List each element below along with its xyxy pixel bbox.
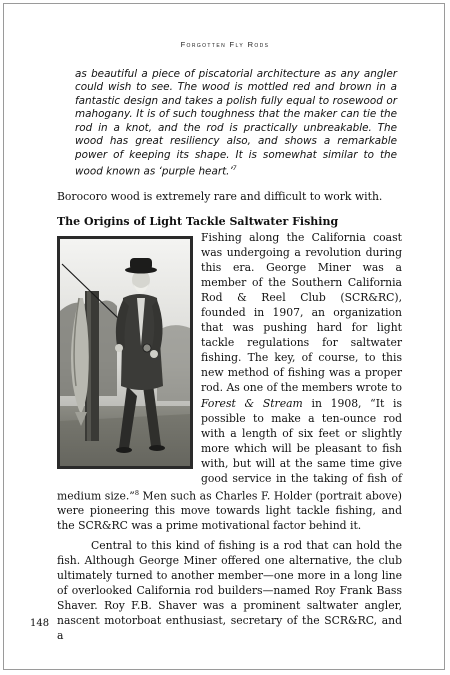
- page-number: 148: [30, 618, 50, 629]
- body-text: [57, 230, 402, 643]
- paragraph-borocoro: Borocoro wood is extremely rare and difficult to work with.: [57, 190, 383, 203]
- quote-text: as beautiful a piece of piscatorial architecture as any angler could wish to see. The wood is mottled red and brown in a fantastic design and takes a polish fully equal to rosewood or mahogany. It is of such toughness that the maker can tie the rod in a knot, and the rod is practically unbreakable. The wood has great resiliency also, and shows a remarkable power of keeping its shape. It is somewhat similar to the wood known as ‘purple heart.’: [75, 68, 397, 178]
- running-head: Forgotten Fly Rods: [180, 40, 270, 49]
- paragraph-origins: Fishing along the California coast was undergoing a revolution during this era. George Miner was a member of the Southern California Rod & Reel Club (SCR&RC), founded in 1907, an organization that was pushing hard for light tackle regulations for saltwater fishing. The key, of course, to this new method of fishing was a proper rod. As one of the members wrote to Forest & Stream in 1908, “It is possible to make a ten-ounce rod with a length of six feet or slightly more which will be pleasant to fish with, but will at the same time give good service in the taking of fish of medium size.”$^8$ Men such as Charles F. Holder (portrait above) were pioneering this move towards light tackle fishing, and the SCR&RC was a prime motivational factor behind it.: [57, 231, 402, 533]
- publication-title: Forest & Stream: [201, 396, 303, 410]
- paragraph-shaver: Central to this kind of fishing is a rod that can hold the fish. Although George Miner offered one alternative, the club ultimately turned to another member—one more in a long line of overlooked California rod builders—named Roy Frank Bass Shaver. Roy F.B. Shaver was a prominent saltwater angler, nascent motorboat enthusiast, secretary of the SCR&RC, and a: [57, 538, 402, 642]
- footnote-marker-8: 8: [134, 488, 139, 497]
- footnote-marker-7: 7: [232, 165, 237, 173]
- block-quote: [75, 68, 397, 179]
- section-heading: The Origins of Light Tackle Saltwater Fishing: [57, 215, 339, 228]
